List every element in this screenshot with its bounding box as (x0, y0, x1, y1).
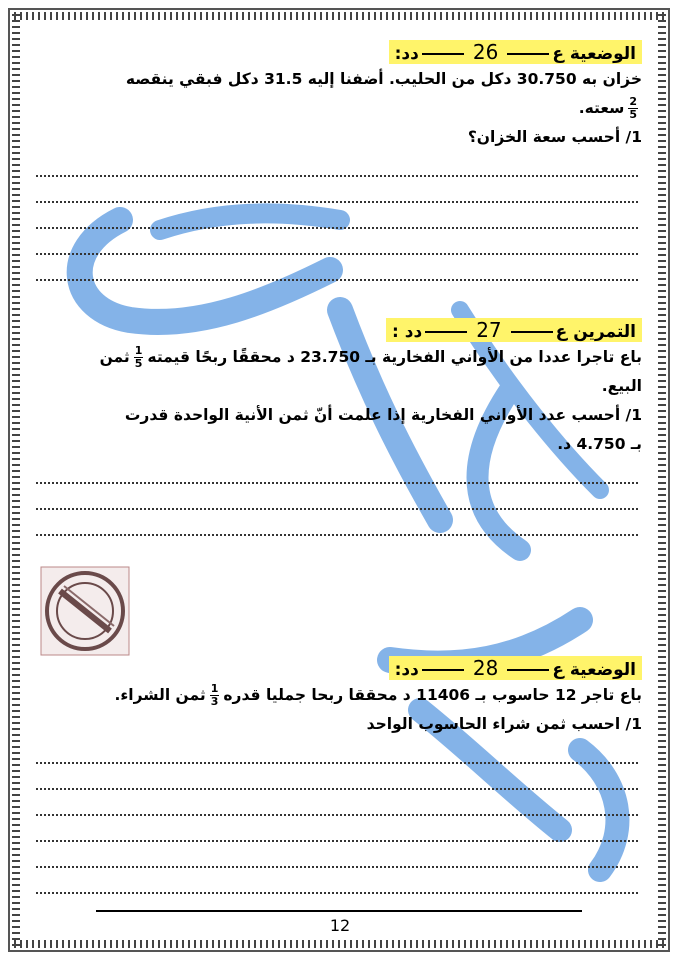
section-header (389, 656, 642, 680)
answer-line (36, 229, 638, 255)
answer-line (36, 255, 638, 281)
header-dash (507, 669, 549, 671)
problem-line (36, 95, 642, 122)
problem-line (36, 682, 642, 709)
fraction-numerator: 1 (134, 344, 143, 357)
answer-line (36, 868, 638, 894)
question-line: 1/ احسب ثمن شراء الحاسوب الواحد (366, 715, 642, 733)
answer-line (36, 816, 638, 842)
header-title: الوضعية ع (552, 44, 636, 64)
header-dash (511, 331, 553, 333)
answer-line (36, 203, 638, 229)
header-dash (507, 53, 549, 55)
answer-line (36, 790, 638, 816)
answer-line (36, 738, 638, 764)
answer-line (36, 842, 638, 868)
header-suffix: دد : (392, 322, 423, 342)
fraction (628, 96, 638, 121)
header-dash (422, 669, 464, 671)
answer-line (36, 177, 638, 203)
header-suffix: دد: (394, 44, 419, 64)
fraction-numerator: 2 (629, 95, 637, 108)
border-pattern-left (12, 14, 20, 946)
fraction-denominator: 3 (210, 695, 219, 708)
fraction-denominator: 5 (629, 108, 637, 121)
problem-line: البيع. (601, 377, 642, 395)
border-pattern-top (14, 12, 664, 20)
problem-text: سعته. (578, 99, 625, 117)
header-title: التمرين ع (555, 322, 636, 342)
page-number: 12 (329, 916, 351, 935)
header-dash (422, 53, 464, 55)
border-pattern-right (658, 14, 666, 946)
exercise-number: 27 (476, 318, 502, 342)
fraction (134, 345, 144, 370)
section-28 (36, 656, 642, 894)
section-header (386, 318, 642, 342)
answer-line (36, 484, 638, 510)
section-26 (36, 40, 642, 281)
question-line: بـ 4.750 د. (557, 435, 642, 453)
fraction (210, 683, 220, 708)
problem-text: ثمن الشراء. (114, 686, 206, 704)
answer-line (36, 151, 638, 177)
header-title: الوضعية ع (552, 660, 636, 680)
header-suffix: دد: (394, 660, 419, 680)
exercise-number: 28 (472, 656, 499, 680)
question-line: 1/ أحسب عدد الأواني الفخارية إذا علمت أنّ ثمن الأنية الواحدة قدرت (124, 406, 642, 424)
problem-text: باع تاجرا عددا من الأواني الفخارية بـ 23.750 د محققًا ربحًا قيمته (147, 348, 642, 366)
problem-line (36, 344, 642, 371)
answer-line (36, 510, 638, 536)
problem-text: باع تاجر 12 حاسوب بـ 11406 د محققا ربحا جمليا قدره (223, 686, 642, 704)
stamp-seal (40, 566, 130, 656)
answer-line (36, 458, 638, 484)
section-header (389, 40, 642, 64)
exercise-number: 26 (472, 40, 499, 64)
border-pattern-bottom (14, 940, 664, 948)
fraction-numerator: 1 (210, 682, 219, 695)
question-line: 1/ أحسب سعة الخزان؟ (467, 128, 642, 146)
problem-text: ثمن (99, 348, 130, 366)
header-dash (425, 331, 467, 333)
problem-line: خزان به 30.750 دكل من الحليب. أضفنا إليه 31.5 دكل فبقي ينقصه (125, 70, 642, 88)
fraction-denominator: 5 (134, 357, 143, 370)
answer-line (36, 764, 638, 790)
footer-rule (96, 910, 582, 912)
section-27 (36, 318, 642, 536)
